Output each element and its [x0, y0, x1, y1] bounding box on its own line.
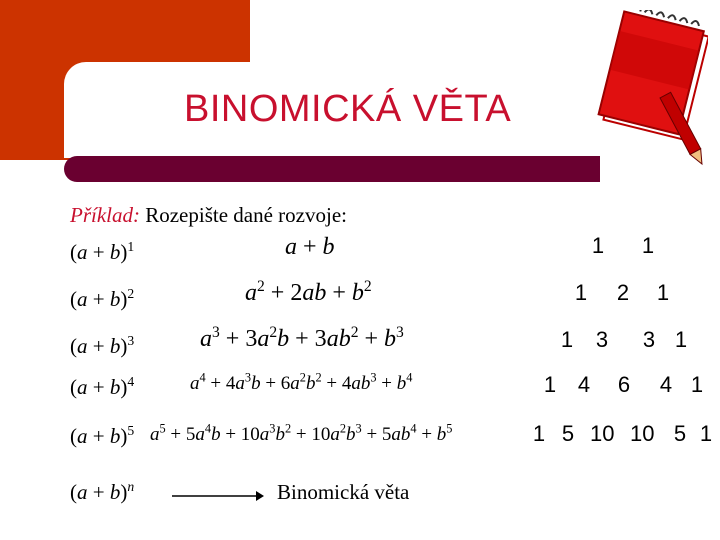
exponent: 2 — [127, 286, 135, 301]
binomial-theorem-label: Binomická věta — [277, 480, 410, 504]
exponent: 4 — [127, 374, 135, 389]
exponent: 3 — [127, 333, 135, 348]
expansion-5: $a^5 + 5a^4b + 10a^3b^2 + 10a^2b^3 + 5ab^4 + b^5$ — [150, 421, 453, 445]
lhs-4: $(a + b)^4$ — [70, 374, 135, 399]
expansion-2: $a^2 + 2ab + b^2$ — [245, 278, 372, 306]
pascal-number: 10 — [590, 421, 615, 446]
pascal-number: 2 — [616, 280, 630, 305]
pascal-number: 3 — [595, 327, 609, 352]
pascal-number: 5 — [673, 421, 687, 446]
lhs-2: $(a + b)^2$ — [70, 286, 135, 311]
pascal-number: 5 — [561, 421, 575, 446]
pascal-number: 6 — [617, 372, 631, 397]
lhs-n: $(a + b)^n$ — [70, 479, 135, 504]
lhs-5: $(a + b)^5$ — [70, 423, 135, 448]
pascal-number: 1 — [674, 327, 688, 352]
notepad-pencil-icon — [590, 10, 708, 170]
pascal-number: 1 — [532, 421, 546, 446]
pascal-number: 10 — [630, 421, 655, 446]
pascal-number: 1 — [543, 372, 557, 397]
exponent: 5 — [127, 423, 135, 438]
pascal-number: 4 — [659, 372, 673, 397]
pascal-number: 1 — [656, 280, 670, 305]
expansion-4: $a^4 + 4a^3b + 6a^2b^2 + 4ab^3 + b^4$ — [190, 370, 413, 394]
title-bar — [64, 156, 600, 182]
arrow-right-icon — [172, 490, 264, 502]
pascal-number: 1 — [574, 280, 588, 305]
pascal-number: 1 — [641, 233, 655, 258]
pascal-number: 1 — [699, 421, 713, 446]
pascal-number: 1 — [591, 233, 605, 258]
expansion-1: a + b — [285, 234, 335, 260]
lhs-1: $(a + b)^1$ — [70, 239, 135, 264]
pascal-number: 3 — [642, 327, 656, 352]
pascal-number: 4 — [577, 372, 591, 397]
example-label: Příklad: — [70, 203, 140, 227]
exponent: 1 — [127, 239, 135, 254]
slide-title: BINOMICKÁ VĚTA — [184, 88, 512, 130]
exponent: n — [127, 479, 135, 494]
lhs-3: $(a + b)^3$ — [70, 333, 135, 358]
pascal-number: 1 — [690, 372, 704, 397]
expansion-3: $a^3 + 3a^2b + 3ab^2 + b^3$ — [200, 324, 404, 352]
example-text: Rozepište dané rozvoje: — [145, 203, 347, 227]
example-heading — [70, 203, 347, 228]
pascal-number: 1 — [560, 327, 574, 352]
